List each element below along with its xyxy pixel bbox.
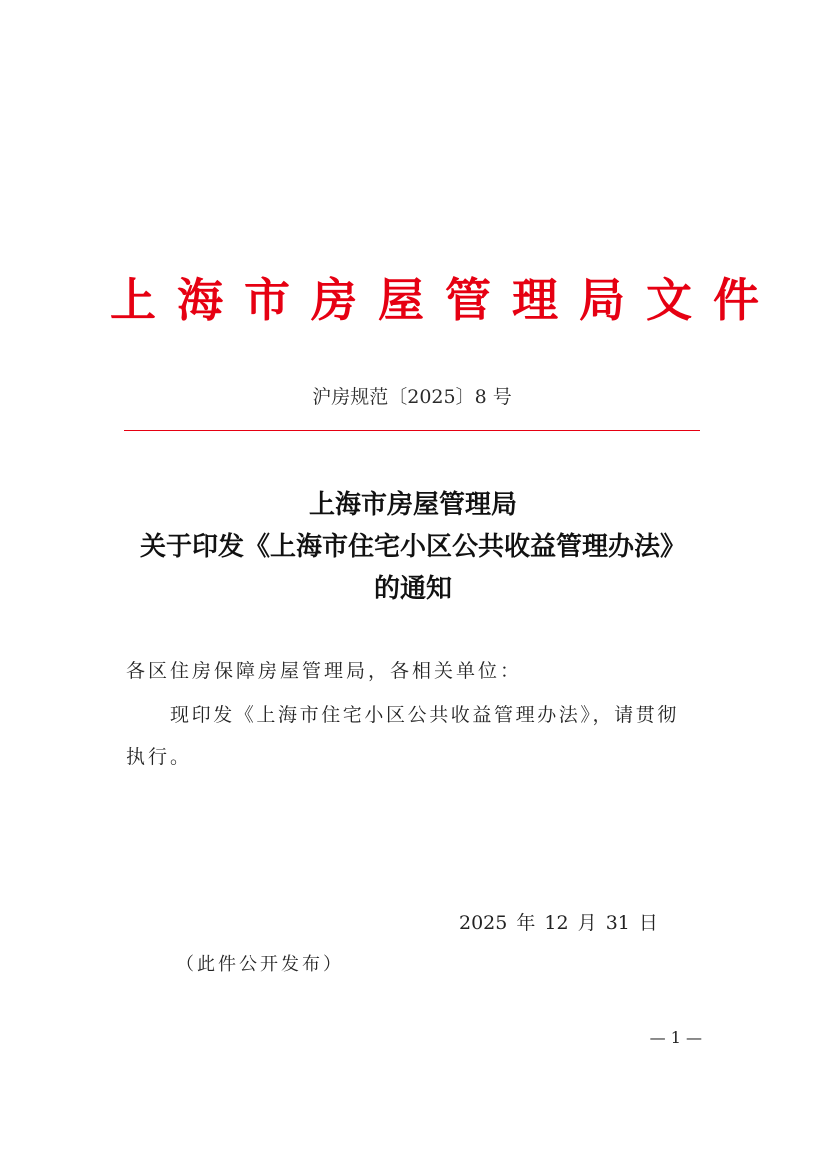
document-number: 沪房规范〔2025〕8 号 (312, 386, 512, 408)
notice-title-line1: 上海市房屋管理局 (308, 490, 517, 520)
notice-title-line3: 的通知 (373, 574, 452, 604)
salutation: 各区住房保障房屋管理局，各相关单位： (126, 660, 523, 682)
notice-title (110, 484, 716, 610)
publication-note: （此件公开发布） (176, 954, 344, 975)
document-header-title: 上海市房屋管理局文件 (110, 273, 780, 327)
issue-date: 2025 年 12 月 31 日 (459, 912, 658, 934)
page-number: — 1 — (649, 1028, 702, 1047)
body-paragraph-line1: 现印发《上海市住宅小区公共收益管理办法》，请贯彻 (170, 704, 679, 726)
notice-title-line2: 关于印发《上海市住宅小区公共收益管理办法》 (139, 532, 686, 562)
body-paragraph-line2: 执行。 (126, 746, 193, 768)
red-separator-rule (124, 430, 700, 431)
